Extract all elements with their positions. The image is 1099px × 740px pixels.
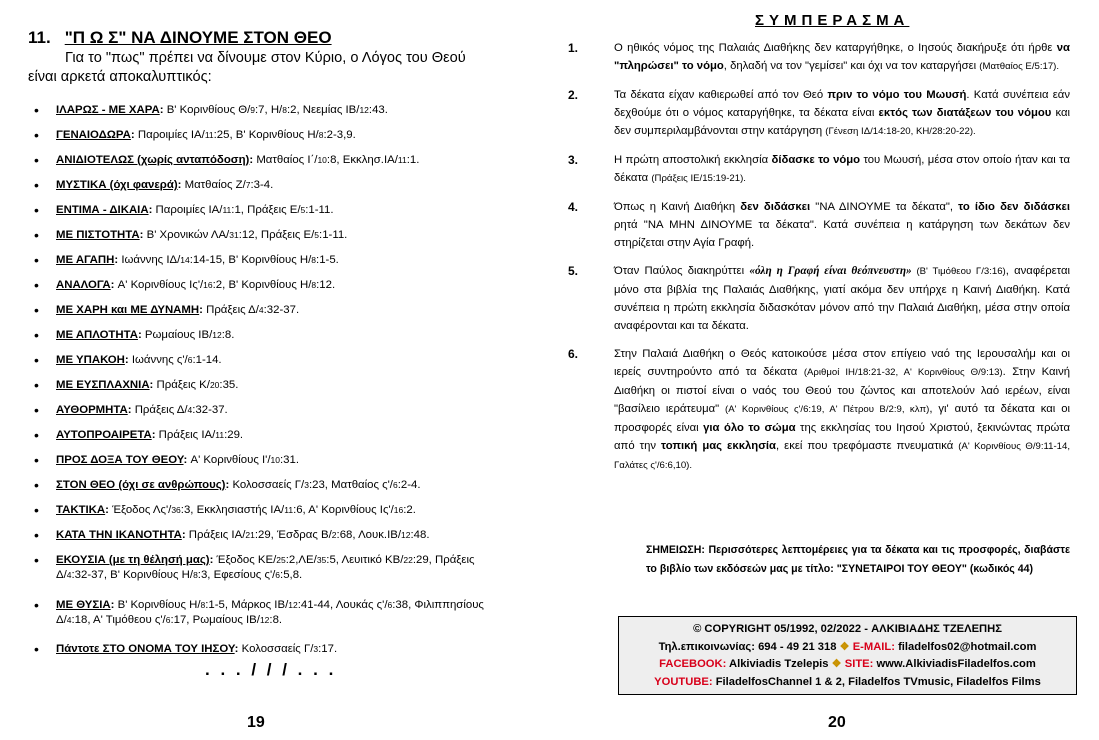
conclusion-text: ρητά "ΝΑ ΜΗΝ ΔΙΝΟΥΜΕ τα δέκατα". Κατά συνέπεια η κατάργηση των δεκάτων δεν στηρίζεται στην Αγία Γραφή. (614, 219, 1070, 249)
phone-label: Τηλ.επικοινωνίας: (658, 640, 755, 653)
section-title-text: "Π Ω Σ" ΝΑ ΔΙΝΟΥΜΕ ΣΤΟΝ ΘΕΟ (64, 28, 332, 47)
reference-item: • ΕΚΟΥΣΙΑ (με τη θέλησή μας): Έξοδος ΚΕ/25:2,ΛΕ/35:5, Λευιτικό ΚΒ/22:29, Πράξεις Δ/4:32-37, Β' Κορινθίους Η/8:3, Εφεσίους ς'/6:5,8. (30, 553, 500, 583)
conclusion-text: δεν διδάσκει (740, 201, 811, 213)
reference-list (30, 93, 500, 657)
reference-label: ΓΕΝΑΙΟΔΩΡΑ (56, 129, 131, 141)
reference-item: • ΜΕ ΥΠΑΚΟΗ: Ιωάννης ς'/6:1-14. (30, 353, 500, 368)
end-mark: . . . / / / . . . (205, 660, 337, 679)
reference-citations: Παροιμίες ΙΑ/11:1, Πράξεις Ε/5:1-11. (155, 204, 334, 216)
contact-line (619, 639, 1076, 657)
conclusion-item (568, 262, 1071, 335)
conclusion-text: (Γένεση ΙΔ/14:18-20, ΚΗ/28:20-22). (825, 126, 976, 137)
intro-line-2: είναι αρκετά αποκαλυπτικός: (28, 69, 212, 85)
conclusion-text: της εκκλησίας του Ιησού Χριστού, ξεκινώντας πρώτα από την (614, 422, 1070, 452)
conclusion-text: , αναφέρεται μόνο στα βιβλία της Παλαιάς Διαθήκης, γιατί ακόμα δεν υπήρχε η Καινή Διαθήκη. Κατά συνέπεια η πρώτη εκκλησία διδασκόταν μόνον από την Παλαιά Διαθήκη, μέσα στην οποία αναφέρονται και τα δέκατα. (614, 265, 1071, 332)
conclusion-item (568, 39, 1070, 76)
reference-citations: Πράξεις Κ/20:35. (156, 379, 239, 391)
facebook-link[interactable]: Alkiviadis Tzelepis (729, 658, 829, 671)
conclusion-text: , γι' αυτό τα δέκατα και οι προσφορές είναι (614, 403, 1071, 434)
conclusion-text: να "πληρώσει" το νόμο (614, 42, 1070, 72)
reference-label: ΜΕ ΘΥΣΙΑ (56, 599, 111, 611)
conclusion-text: Όπως η Καινή Διαθήκη (614, 201, 741, 213)
reference-citations: Β' Κορινθίους Η/8:1-5, Μάρκος ΙΒ/12:41-44, Λουκάς ς'/6:38, Φιλιππησίους Δ/4:18, Α' Τιμόθεου ς'/6:17, Ρωμαίους ΙΒ/12:8. (56, 599, 484, 626)
reference-label: ΑΝΑΛΟΓΑ (56, 279, 111, 291)
reference-item: • ΓΕΝΑΙΟΔΩΡΑ: Παροιμίες ΙΑ/11:25, Β' Κορινθίους Η/8:2-3,9. (30, 128, 500, 143)
note-paragraph: ΣΗΜΕΙΩΣΗ: Περισσότερες λεπτομέρειες για τα δέκατα και τις προσφορές, διαβάστε το βιβλίο των εκδόσεών μας με τίτλο: "ΣΥΝΕΤΑΙΡΟΙ ΤΟΥ ΘΕΟΥ" (κωδικός 44) (646, 544, 1070, 575)
conclusion-number: 5. (568, 264, 579, 278)
site-link[interactable]: www.AlkiviadisFiladelfos.com (876, 658, 1036, 671)
reference-label: ΜΕ ΕΥΣΠΛΑΧΝΙΑ (56, 379, 150, 391)
reference-label: ΜΕ ΠΙΣΤΟΤΗΤΑ (56, 229, 140, 241)
reference-label: ΜΥΣΤΙΚΑ (όχι φανερά) (56, 179, 178, 191)
reference-citations: Κολοσσαείς Γ/3:23, Ματθαίος ς'/6:2-4. (232, 479, 421, 491)
email-link[interactable]: filadelfos02@hotmail.com (898, 640, 1037, 653)
reference-label: ΜΕ ΧΑΡΗ και ΜΕ ΔΥΝΑΜΗ (56, 304, 200, 316)
reference-label: ΜΕ ΑΠΛΟΤΗΤΑ (56, 329, 138, 341)
reference-item: • ΜΕ ΧΑΡΗ και ΜΕ ΔΥΝΑΜΗ: Πράξεις Δ/4:32-37. (30, 303, 500, 318)
reference-citations: Πράξεις Δ/4:32-37. (134, 404, 228, 416)
conclusion-text: για όλο το σώμα (703, 422, 796, 434)
reference-citations: Ιωάννης ΙΔ/14:14-15, Β' Κορινθίους Η/8:1-5. (121, 254, 339, 266)
reference-item: • ΣΤΟΝ ΘΕΟ (όχι σε ανθρώπους): Κολοσσαείς Γ/3:23, Ματθαίος ς'/6:2-4. (30, 478, 500, 493)
reference-item: • ΜΕ ΕΥΣΠΛΑΧΝΙΑ: Πράξεις Κ/20:35. (30, 378, 500, 393)
conclusion-text: (Α' Κορινθίους Θ/9:11-14, Γαλάτες ς'/6:6,10). (614, 441, 1071, 471)
reference-citations: Ρωμαίους ΙΒ/12:8. (144, 329, 235, 341)
conclusion-text: (Β' Τιμόθεου Γ/3:16) (911, 266, 1006, 277)
conclusion-text: . Στην Καινή Διαθήκη οι πιστοί είναι ο ναός του Θεού του ζώντος και αποτελούν λαό ιερέων, είναι "βασίλειο ιεράτευμα" (614, 366, 1070, 415)
reference-citations: Α' Κορινθίους Ι'/10:31. (190, 454, 299, 466)
conclusion-item (568, 345, 1071, 475)
reference-citations: Ματθαίος Ζ/7:3-4. (184, 179, 274, 191)
right-page (548, 0, 1099, 740)
conclusion-text: Η πρώτη αποστολική εκκλησία (614, 154, 772, 166)
reference-citations: Πράξεις ΙΑ/21:29, Έσδρας Β/2:68, Λουκ.ΙΒ/12:48. (188, 529, 430, 541)
conclusion-text: εκτός των διατάξεων του νόμου (878, 107, 1052, 119)
reference-item: • ΑΥΘΟΡΜΗΤΑ: Πράξεις Δ/4:32-37. (30, 403, 500, 418)
reference-citations: Παροιμίες ΙΑ/11:25, Β' Κορινθίους Η/8:2-3,9. (137, 129, 356, 141)
conclusion-text: Ο ηθικός νόμος της Παλαιάς Διαθήκης δεν καταργήθηκε, ο Ιησούς διακήρυξε ότι ήρθε (614, 42, 1057, 54)
conclusion-item (568, 151, 1070, 188)
conclusion-item (568, 86, 1070, 141)
phone-number: 694 - 49 21 318 (758, 640, 837, 653)
reference-item: • ΜΕ ΑΓΑΠΗ: Ιωάννης ΙΔ/14:14-15, Β' Κορινθίους Η/8:1-5. (30, 253, 500, 268)
reference-item: • Πάντοτε ΣΤΟ ΟΝΟΜΑ ΤΟΥ ΙΗΣΟΥ: Κολοσσαείς Γ/3:17. (30, 642, 500, 657)
copyright-box (618, 616, 1077, 695)
reference-label: ΑΝΙΔΙΟΤΕΛΩΣ (χωρίς ανταπόδοση) (56, 154, 250, 166)
intro-paragraph (28, 49, 498, 87)
page-number: 20 (828, 714, 846, 731)
reference-label: Πάντοτε ΣΤΟ ΟΝΟΜΑ ΤΟΥ ΙΗΣΟΥ (56, 643, 235, 655)
conclusion-text: (Α' Κορινθίους ς'/6:19, Α' Πέτρου Β/2:9, κλπ) (725, 404, 930, 415)
reference-label: ΑΥΤΟΠΡΟΑΙΡΕΤΑ (56, 429, 152, 441)
youtube-line (619, 674, 1076, 692)
reference-item: • ΜΥΣΤΙΚΑ (όχι φανερά): Ματθαίος Ζ/7:3-4. (30, 178, 500, 193)
youtube-label: YOUTUBE: (654, 675, 713, 688)
reference-label: ΕΚΟΥΣΙΑ (με τη θέλησή μας) (56, 554, 210, 566)
site-label: SITE: (844, 658, 874, 671)
reference-citations: Πράξεις ΙΑ/11:29. (158, 429, 244, 441)
reference-citations: Κολοσσαείς Γ/3:17. (241, 643, 338, 655)
conclusion-number: 2. (568, 88, 579, 102)
conclusion-text: , δηλαδή να τον "γεμίσει" και όχι να τον καταργήσει (723, 60, 980, 72)
reference-citations: Β' Κορινθίους Θ/9:7, Η/8:2, Νεεμίας ΙΒ/12:43. (166, 104, 388, 116)
section-title (28, 28, 332, 48)
reference-label: ΠΡΟΣ ΔΟΞΑ ΤΟΥ ΘΕΟΥ (56, 454, 184, 466)
reference-label: ΚΑΤΑ ΤΗΝ ΙΚΑΝΟΤΗΤΑ (56, 529, 182, 541)
conclusion-text: "ΝΑ ΔΙΝΟΥΜΕ τα δέκατα", (810, 201, 959, 213)
section-number: 11. (28, 28, 51, 47)
reference-label: ΜΕ ΥΠΑΚΟΗ (56, 354, 125, 366)
reference-item: • ΕΝΤΙΜΑ - ΔΙΚΑΙΑ: Παροιμίες ΙΑ/11:1, Πράξεις Ε/5:1-11. (30, 203, 500, 218)
conclusion-text: (Πράξεις ΙΕ/15:19-21). (651, 173, 746, 184)
email-label: E-MAIL: (852, 640, 895, 653)
page-number: 19 (247, 714, 265, 731)
conclusion-text: (Ματθαίος Ε/5:17). (979, 61, 1060, 72)
reference-label: ΤΑΚΤΙΚΑ (56, 504, 106, 516)
conclusion-list (568, 39, 1071, 475)
conclusion-text: . Κατά συνέπεια εάν δεχθούμε ότι ο νόμος καταργήθηκε, τα δέκατα είναι (614, 89, 1070, 119)
conclusion-number: 3. (568, 153, 579, 167)
reference-item: • ΑΝΙΔΙΟΤΕΛΩΣ (χωρίς ανταπόδοση): Ματθαίος Ι΄/10:8, Εκκλησ.ΙΑ/11:1. (30, 153, 500, 168)
conclusion-text: το ίδιο δεν διδάσκει (958, 201, 1070, 213)
conclusion-text: Στην Παλαιά Διαθήκη ο Θεός κατοικούσε μέσα στον επίγειο ναό της Ιερουσαλήμ και οι ιερείς συντηρούντο από τα δέκατα (614, 348, 1070, 378)
conclusion-text: (Αριθμοί ΙΗ/18:21-32, Α' Κορινθίους Θ/9:13) (803, 367, 1003, 378)
copyright-line: © COPYRIGHT 05/1992, 02/2022 - ΑΛΚΙΒΙΑΔΗΣ ΤΖΕΛΕΠΗΣ (693, 623, 1002, 635)
reference-item: • ΜΕ ΘΥΣΙΑ: Β' Κορινθίους Η/8:1-5, Μάρκος ΙΒ/12:41-44, Λουκάς ς'/6:38, Φιλιππησίους Δ/4:18, Α' Τιμόθεου ς'/6:17, Ρωμαίους ΙΒ/12:8. (30, 598, 500, 628)
conclusion-text: «όλη η Γραφή είναι θεόπνευστη» (749, 265, 912, 277)
reference-item: • ΜΕ ΠΙΣΤΟΤΗΤΑ: Β' Χρονικών ΛΑ/31:12, Πράξεις Ε/5:1-11. (30, 228, 500, 243)
reference-label: ΕΝΤΙΜΑ - ΔΙΚΑΙΑ (56, 204, 149, 216)
conclusion-text: και δεν συμπεριλαμβάνονται στην κατάργηση (614, 107, 1070, 137)
reference-item: • ΑΥΤΟΠΡΟΑΙΡΕΤΑ: Πράξεις ΙΑ/11:29. (30, 428, 500, 443)
reference-label: ΑΥΘΟΡΜΗΤΑ (56, 404, 128, 416)
reference-item: • ΑΝΑΛΟΓΑ: Α' Κορινθίους Ις'/16:2, Β' Κορινθίους Η/8:12. (30, 278, 500, 293)
reference-label: ΙΛΑΡΩΣ - ΜΕ ΧΑΡΑ (56, 104, 160, 116)
left-page (0, 0, 540, 740)
intro-line-1: Για το "πως" πρέπει να δίνουμε στον Κύριο, ο Λόγος του Θεού (65, 50, 466, 66)
reference-citations: Έξοδος ΚΕ/25:2,ΛΕ/35:5, Λευιτικό ΚΒ/22:29, Πράξεις Δ/4:32-37, Β' Κορινθίους Η/8:3, Εφεσίους ς'/6:5,8. (56, 554, 475, 581)
social-line (619, 656, 1076, 674)
reference-item: • ΚΑΤΑ ΤΗΝ ΙΚΑΝΟΤΗΤΑ: Πράξεις ΙΑ/21:29, Έσδρας Β/2:68, Λουκ.ΙΒ/12:48. (30, 528, 500, 543)
reference-label: ΣΤΟΝ ΘΕΟ (όχι σε ανθρώπους) (56, 479, 226, 491)
conclusion-text: , εκεί που τρεφόμαστε πνευματικά (776, 440, 959, 452)
conclusion-item (568, 198, 1070, 252)
conclusion-text: του Μωυσή, μέσα στον οποίο ήταν και τα δέκατα (614, 154, 1070, 184)
youtube-link[interactable]: FiladelfosChannel 1 & 2, Filadelfos TVmusic, Filadelfos Films (715, 675, 1041, 688)
conclusion-text: Τα δέκατα είχαν καθιερωθεί από τον Θεό (614, 89, 828, 101)
conclusion-text: πριν το νόμο του Μωυσή (827, 89, 967, 101)
facebook-label: FACEBOOK: (659, 658, 727, 671)
reference-citations: Ματθαίος Ι΄/10:8, Εκκλησ.ΙΑ/11:1. (256, 154, 420, 166)
reference-citations: Πράξεις Δ/4:32-37. (206, 304, 300, 316)
reference-citations: Ιωάννης ς'/6:1-14. (131, 354, 222, 366)
reference-item: • ΙΛΑΡΩΣ - ΜΕ ΧΑΡΑ: Β' Κορινθίους Θ/9:7, Η/8:2, Νεεμίας ΙΒ/12:43. (30, 103, 500, 118)
conclusion-text: δίδασκε το νόμο (771, 154, 861, 166)
diamond-icon: ❖ (831, 658, 842, 671)
reference-item: • ΤΑΚΤΙΚΑ: Έξοδος Λς'/36:3, Εκκλησιαστής ΙΑ/11:6, Α' Κορινθίους Ις'/16:2. (30, 503, 500, 518)
diamond-icon: ❖ (839, 640, 850, 653)
reference-item: • ΠΡΟΣ ΔΟΞΑ ΤΟΥ ΘΕΟΥ: Α' Κορινθίους Ι'/10:31. (30, 453, 500, 468)
conclusion-number: 4. (568, 200, 579, 214)
reference-label: ΜΕ ΑΓΑΠΗ (56, 254, 115, 266)
conclusion-text: τοπική μας εκκλησία (661, 440, 777, 452)
conclusion-text: Όταν Παύλος διακηρύττει (614, 265, 750, 277)
conclusion-number: 1. (568, 41, 579, 55)
conclusion-number: 6. (568, 347, 579, 361)
conclusion-title: ΣΥΜΠΕΡΑΣΜΑ (755, 12, 910, 29)
reference-citations: Έξοδος Λς'/36:3, Εκκλησιαστής ΙΑ/11:6, Α' Κορινθίους Ις'/16:2. (112, 504, 416, 516)
reference-citations: Α' Κορινθίους Ις'/16:2, Β' Κορινθίους Η/8:12. (117, 279, 336, 291)
reference-citations: Β' Χρονικών ΛΑ/31:12, Πράξεις Ε/5:1-11. (146, 229, 348, 241)
reference-item: • ΜΕ ΑΠΛΟΤΗΤΑ: Ρωμαίους ΙΒ/12:8. (30, 328, 500, 343)
